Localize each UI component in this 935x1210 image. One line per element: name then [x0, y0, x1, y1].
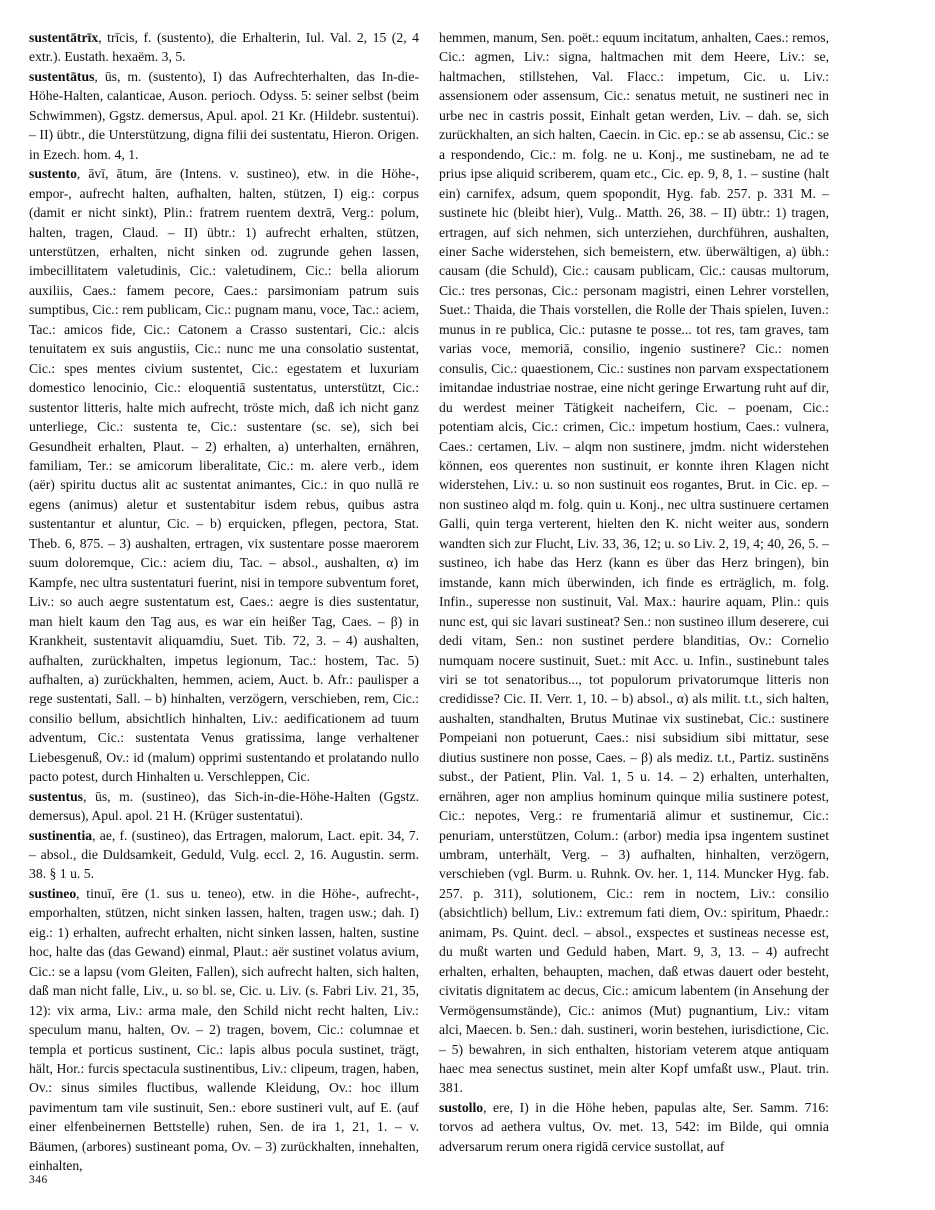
headword: sustentātus: [29, 68, 95, 84]
left-column: [29, 28, 419, 1176]
headword: sustentus: [29, 788, 84, 804]
entry-text: , ūs, m. (sustineo), das Sich-in-die-Höhe-Halten (Ggstz. demersus), Apul. apol. 21 H. (Krüger sustentatui).: [29, 788, 419, 824]
dictionary-entry-sustentatrix: [29, 28, 419, 67]
page-number: 346: [29, 1174, 48, 1186]
dictionary-entry-sustento: [29, 164, 419, 787]
dictionary-entry-sustentatus: [29, 67, 419, 164]
entry-text: , tinuī, ēre (1. sus u. teneo), etw. in die Höhe-, aufrecht-, emporhalten, stützen, nicht sinken lassen, halten, tragen usw.; dah. I) eig.: 1) erhalten, aufrecht erhalten, nicht sinken lassen, halten, sustine hoc, halte das (das Gewand) einmal, Plaut.: aër sustinet volatus avium, Cic.: se a lapsu (vom Gleiten, Fallen), sich aufrecht halten, sich halten, daß man nicht falle, Liv., u. so bl. se, Cic. u. Liv. (s. Fabri Liv. 21, 35, 12): vix arma, Liv.: arma male, den Schild nicht recht halten, Liv.: speculum manu, halten, Ov. – 2) tragen, bovem, Cic.: columnae et templa et porticus sustinent, Cic.: lapis albus pocula sustinet, trägt, hält, Hor.: furcis spectacula sustinentibus, Liv.: clipeum, tragen, haben, Ov.: sinus similes fluctibus, wallende Kleidung, Ov.: hoc illum pavimentum tam vile sustinuit, Sen.: ebore sustineri vult, auf E. (auf einer elfenbeinernen Bettstelle) ruhen, Sen. de ira 1, 21, 1. – v. Bäumen, (arbores) sustineant poma, Ov. – 3) zurückhalten, innehalten, einhalten,: [29, 885, 419, 1174]
dictionary-entry-sustineo-continued: [439, 28, 829, 1098]
headword: sustinentia: [29, 827, 93, 843]
entry-text: , ae, f. (sustineo), das Ertragen, malorum, Lact. epit. 34, 7. – absol., die Duldsamkeit, Geduld, Vulg. eccl. 2, 16. Augustin. serm. 38. § 1 u. 5.: [29, 827, 419, 882]
headword: sustentātrīx: [29, 30, 99, 45]
headword: sustineo: [29, 885, 77, 901]
headword: sustento: [29, 166, 77, 182]
entry-text: , ūs, m. (sustento), I) das Aufrechterhalten, das In-die-Höhe-Halten, calanticae, Auson. perioch. Odyss. 5: seiner selbst (beim Schwimmen), Ggstz. demersus, Apul. apol. 21 Kr. (Hildebr. sustentui). – II) übtr., die Unterstützung, digna filii dei sustentatu, Hieron. Origen. in Ezech. hom. 4, 1.: [29, 68, 419, 162]
entry-text: , āvī, ātum, āre (Intens. v. sustineo), etw. in die Höhe-, empor-, aufrecht halten, aufhalten, halten, stützen, I) eig.: corpus (damit er nicht sinkt), Plin.: fratrem ruentem dextrā, Verg.: polum, halten, tragen, Claud. – II) übtr.: 1) aufrecht erhalten, stützen, unterstützen, erhalten, nicht sinken od. zugrunde gehen lassen, imbecillitatem valetudinis, Cic.: valetudinem, Cic.: bella aliorum auxiliis, Caes.: famem pecore, Caes.: parsimoniam patrum suis sumptibus, Cic.: rem publicam, Cic.: pugnam manu, voce, Tac.: aciem, Tac.: amicos fide, Cic.: Catonem a Crasso sustentari, Cic.: alcis tenuitatem ex suis angustiis, Cic.: nunc me una consolatio sustentat, Cic.: spes mentes civium sustentet, Cic.: egestatem et luxuriam domestico lenocinio, Cic.: eloquentiā sustentatus, unterstützt, Cic.: sustentor litteris, halte mich aufrecht, tröste mich, daß ich nicht ganz unterliege, Cic.: sustenta te, Cic.: sustentare (sc. se), sich bei Gesundheit erhalten, Plaut. – 2) erhalten, a) unterhalten, ernähren, familiam, Ter.: se amicorum liberalitate, Cic.: m. alere verb., idem (aër) spiritu ductus alit ac sustentat animantes, Cic.: in quo nullā re egens (animus) aletur et sustentabitur isdem rebus, quibus astra sustentantur et aluntur, Cic. – b) erquicken, pflegen, pectora, Stat. Theb. 6, 875. – 3) aushalten, ertragen, vix sustentare posse maerorem suum doloremque, Cic.: aciem diu, Tac. – absol., aushalten, α) im Kampfe, nec ultra sustentaturi fuerint, nisi in tempore subventum foret, Liv.: so auch aegre sustentatum est, Caes.: aegre is dies sustentatur, man hielt kaum den Tag aus, es war ein heißer Tag, Caes. – β) in Krankheit, sustentavit aliquamdiu, Suet. Tib. 72, 3. – 4) aushalten, aufhalten, zurückhalten, impetus legionum, Tac.: hostem, Tac. 5) aufhalten, a) zurückhalten, hemmen, aciem, Auct. b. Afr.: paulisper a rege sustentati, Sall. – b) hinhalten, verzögern, verschieben, rem, Cic.: consilio bellum, absichtlich hinhalten, Liv.: aedificationem ad tuum adventum, Cic.: sustentata Venus gratissima, lange verhaltener Liebesgenuß, Ov.: id (malum) opprimi sustentando et prolatando nullo pacto potest, durch Hinhalten u. Verschleppen, Cic.: [29, 166, 419, 785]
dictionary-entry-sustollo: [439, 1098, 829, 1156]
dictionary-entry-sustentus: [29, 787, 419, 826]
headword: sustollo: [439, 1099, 484, 1115]
entry-text: , trīcis, f. (sustento), die Erhalterin, Iul. Val. 2, 15 (2, 4 extr.). Eustath. hexaëm. 3, 5.: [29, 30, 419, 65]
entry-text: hemmen, manum, Sen. poët.: equum incitatum, anhalten, Caes.: remos, Cic.: agmen, Liv.: signa, haltmachen mit dem Heere, Liv.: se, haltmachen, stillstehen, Val. Flacc.: impetum, Cic. u. Liv.: assensionem oder assensum, Cic.: senatus metuit, ne sustineri nec in urbe nec in castris possit, Einhalt getan werden, Liv. – dah. se, sich zurückhalten, an sich halten, Caecin. in Cic. ep.: se ab assensu, Cic.: se a respondendo, Cic.: m. folg. ne u. Konj., me sustinebam, ne ad te prius ipse aliquid scriberem, quam etc., Cic. ep. 9, 8, 1. – sustine (halt ein) carnifex, adsum, quem spopondit, Hyg. fab. 257. p. 331 M. – sustinete hic (bleibt hier), Vulg.. Matth. 26, 38. – II) übtr.: 1) tragen, ertragen, auf sich nehmen, sich unterziehen, durchführen, aushalten, einer Sache widerstehen, sich bemeistern, etw. überwältigen, a) übh.: causam (die Schuld), Cic.: causam publicam, Cic.: causas multorum, Cic.: tres personas, Cic.: personam magistri, einen Lehrer vorstellen, Suet.: Thaida, die Thais vorstellen, die Rolle der Thais spielen, Iuven.: munus in re publica, Cic.: putasne te posse... tot res, tam graves, tam varias voce, memoriā, consilio, ingenio sustinere? Cic.: nomen consulis, Cic.: quaestionem, Cic.: sustines non parvam exspectationem imitandae industriae nostrae, eine nicht geringe Erwartung ruht auf dir, du werdest meiner Tätigkeit nacheifern, Cic. – poenam, Cic.: potentiam alcis, Cic.: crimen, Cic.: impetum hostium, Caes.: vulnera, Caes.: certamen, Liv. – alqm non sustinere, jmdm. nicht widerstehen können, eos querentes non sustinuit, er konnte ihren Klagen nicht widerstehen, Liv.: u. so non sustinuit eos rogantes, Brut. in Cic. ep. – non sustineo alqd m. folg. quin u. Konj., nec ultra sustinuere certamen Galli, quin terga verterent, hielten den K. nicht weiter aus, sondern wandten sich zur Flucht, Liv. 33, 36, 12; u. so Liv. 2, 19, 4; 40, 26, 5. – sustineo, ich habe das Herz (kann es über das Herz bringen), bin imstande, kann mich überwinden, ich finde es erträglich, m. folg. Infin., superesse non sustinuit, Val. Max.: haurire aquam, Plin.: quis nunc est, qui sic lavari sustineat? Sen.: non sustineo illum deserere, cui dedi vitam, Sen.: non sustinet perdere blanditias, Ov.: Cornelio numquam nocere sustinuit, Suet.: mit Acc. u. Infin., sustinebunt tales viri se tot senatoribus..., tot populorum privatorumque litteris non credidisse? Cic. II. Verr. 1, 10. – b) absol., α) als milit. t.t., sich halten, aushalten, standhalten, Brutus Mutinae vix sustinebat, Cic.: sustinere Pompeiani non potuerunt, Caes.: nisi subsidium sibi mittatur, sese diutius sustinere non posse, Caes. – β) als mediz. t.t., Partiz. sustinēns subst., der Patient, Plin. Val. 1, 5 u. 14. – 2) erhalten, unterhalten, ernähren, ager non amplius hominum quinque milia sustinere potest, Cic.: nepotes, Verg.: re frumentariā alimur et sustinemur, Cic.: penuriam, unterstützen, Colum.: (arbor) media ipsa ingentem sustinet umbram, unterhält, Verg. – 3) aufhalten, hinhalten, verzögern, verschieben (vgl. Burm. u. Ruhnk. Ov. her. 1, 114. Muncker Hyg. fab. 257. p. 311), solutionem, Cic.: rem in noctem, Liv.: consilio (absichtlich) bellum, Liv.: extremum fati diem, Ov.: spiritum, Phaedr.: animam, Ps. Quint. decl. – absol., exspectes et sustineas necesse est, du mußt warten und Geduld haben, Mart. 9, 3, 13. – 4) aufrecht erhalten, erhalten, behaupten, machen, daß etwas dauert oder besteht, civitatis dignitatem ac decus, Cic.: amicum labentem (in Ansehung der Vermögensumstände), Cic.: animos (Mut) pugnantium, Liv.: vitam alci, Maecen. b. Sen.: dah. sustineri, worin bestehen, iurisdictione, Cic. – 5) bewahren, in sich enthalten, historiam veterem atque antiquam haec mea senectus sustinet, mein alter Kopf umfaßt usw., Plaut. trin. 381.: [439, 30, 830, 1096]
right-column: [439, 28, 829, 1156]
entry-text: , ere, I) in die Höhe heben, papulas alte, Ser. Samm. 716: torvos ad aethera vultus, Ov. met. 13, 542: im Bilde, qui omnia adversarum rerum onera rigidā cervice sustollat, auf: [439, 1099, 829, 1154]
dictionary-entry-sustineo: [29, 884, 419, 1176]
dictionary-entry-sustinentia: [29, 826, 419, 884]
